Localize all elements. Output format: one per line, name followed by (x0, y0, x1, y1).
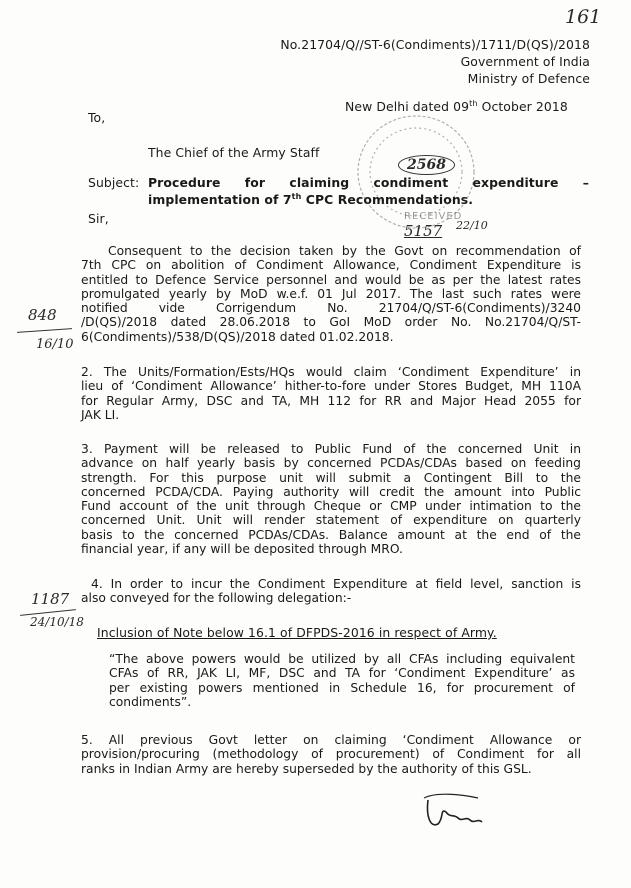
signature-mark (420, 788, 490, 838)
addressee: The Chief of the Army Staff (148, 145, 320, 160)
subject-line-2: implementation of 7th CPC Recommendations. (148, 192, 474, 208)
para1-line: /D(QS)/2018 dated 28.06.2018 to GoI MoD order No. No.21704/Q/ST- (81, 315, 581, 330)
paragraph-4 (81, 577, 581, 606)
quote-line: CFAs of RR, JAK LI, MF, DSC and TA for ‘Condiment Expenditure’ as (109, 666, 575, 681)
para1-line: 7th CPC on abolition of Condiment Allowance, Condiment Expenditure is (81, 258, 581, 273)
file-number: No.21704/Q//ST-6(Condiments)/1711/D(QS)/2018 (280, 37, 590, 52)
para3-line: concerned Unit. Unit will render statement of expenditure on quarterly (81, 513, 581, 528)
subject-label: Subject: (88, 175, 140, 190)
subject-line-1: Procedure for claiming condiment expenditure – (148, 175, 589, 190)
stamp-hand-date: 22/10 (456, 219, 488, 232)
quote-block (109, 652, 575, 709)
para3-line: advance on half yearly basis by concerned PCDAs/CDAs based on feeding (81, 456, 581, 471)
para3-line: basis to the concerned PCDAs/CDAs. Balance amount at the end of the (81, 527, 581, 542)
para3-line: Fund account of the unit through Cheque or CMP under intimation to the (81, 499, 581, 514)
para5-line: provision/procuring (methodology of procurement) of Condiment for all (81, 747, 581, 762)
margin-note-2-bottom: 24/10/18 (30, 615, 84, 629)
para1-line: notified vide Corrigendum No. 21704/Q/ST-6(Condiments)/3240 (81, 301, 581, 316)
para5-line: 5. All previous Govt letter on claiming ‘Condiment Allowance or (81, 733, 581, 747)
paragraph-2 (81, 365, 581, 422)
para4-line: also conveyed for the following delegation:- (81, 591, 352, 606)
paragraph-3 (81, 442, 581, 556)
stamp-received: RECEIVED (404, 211, 463, 222)
margin-note-1-rule (17, 328, 72, 333)
salutation: Sir, (88, 211, 109, 226)
org-government: Government of India (460, 54, 590, 69)
to-label: To, (88, 110, 106, 125)
date-sup: th (469, 99, 478, 108)
para1-line: entitled to Defence Service personnel and would be as per the latest rates (81, 272, 581, 287)
quote-line: “The above powers would be utilized by all CFAs including equivalent (109, 652, 575, 666)
margin-note-1-bottom: 16/10 (36, 337, 74, 352)
para2-line: JAK LI. (81, 407, 120, 422)
para5-line: ranks in Indian Army are hereby superseded by the authority of this GSL. (81, 761, 532, 776)
note-heading: Inclusion of Note below 16.1 of DFPDS-2016 in respect of Army. (97, 625, 497, 640)
stamp-hand-number: 5157 (404, 222, 443, 240)
stamp-number: 2568 (398, 155, 455, 175)
paragraph-1 (81, 244, 581, 344)
margin-note-2-top: 1187 (31, 590, 70, 608)
para1-line: promulgated yearly by MoD w.e.f. 01 Jul 2017. The last such rates were (81, 286, 581, 301)
para3-line: concerned PCDA/CDA. Paying authority will credit the amount into Public (81, 484, 581, 499)
para4-line: 4. In order to incur the Condiment Expenditure at field level, sanction is (91, 577, 581, 591)
para3-line: financial year, if any will be deposited through MRO. (81, 542, 403, 557)
page-number: 161 (565, 6, 602, 28)
date-suffix: October 2018 (477, 99, 568, 115)
para1-line: Consequent to the decision taken by the Govt on recommendation of (108, 244, 581, 258)
para2-line: for Regular Army, DSC and TA, MH 112 for RR and Major Head 2055 for (81, 393, 581, 408)
paragraph-5 (81, 733, 581, 776)
org-ministry: Ministry of Defence (467, 71, 590, 86)
para1-line: 6(Condiments)/538/D(QS)/2018 dated 01.02.2018. (81, 329, 394, 344)
para3-line: strength. For this purpose unit will submit a Contingent Bill to the (81, 470, 581, 485)
para2-line: 2. The Units/Formation/Ests/HQs would claim ‘Condiment Expenditure’ in (81, 365, 581, 379)
quote-line: per existing powers mentioned in Schedule 16, for procurement of (109, 680, 575, 695)
para3-line: 3. Payment will be released to Public Fund of the concerned Unit in (81, 442, 581, 456)
quote-line: condiments”. (109, 694, 192, 709)
margin-note-1-top: 848 (28, 306, 57, 324)
para2-line: lieu of ‘Condiment Allowance’ hither-to-fore under Stores Budget, MH 110A (81, 379, 581, 394)
date-prefix: New Delhi dated 09 (345, 99, 470, 115)
